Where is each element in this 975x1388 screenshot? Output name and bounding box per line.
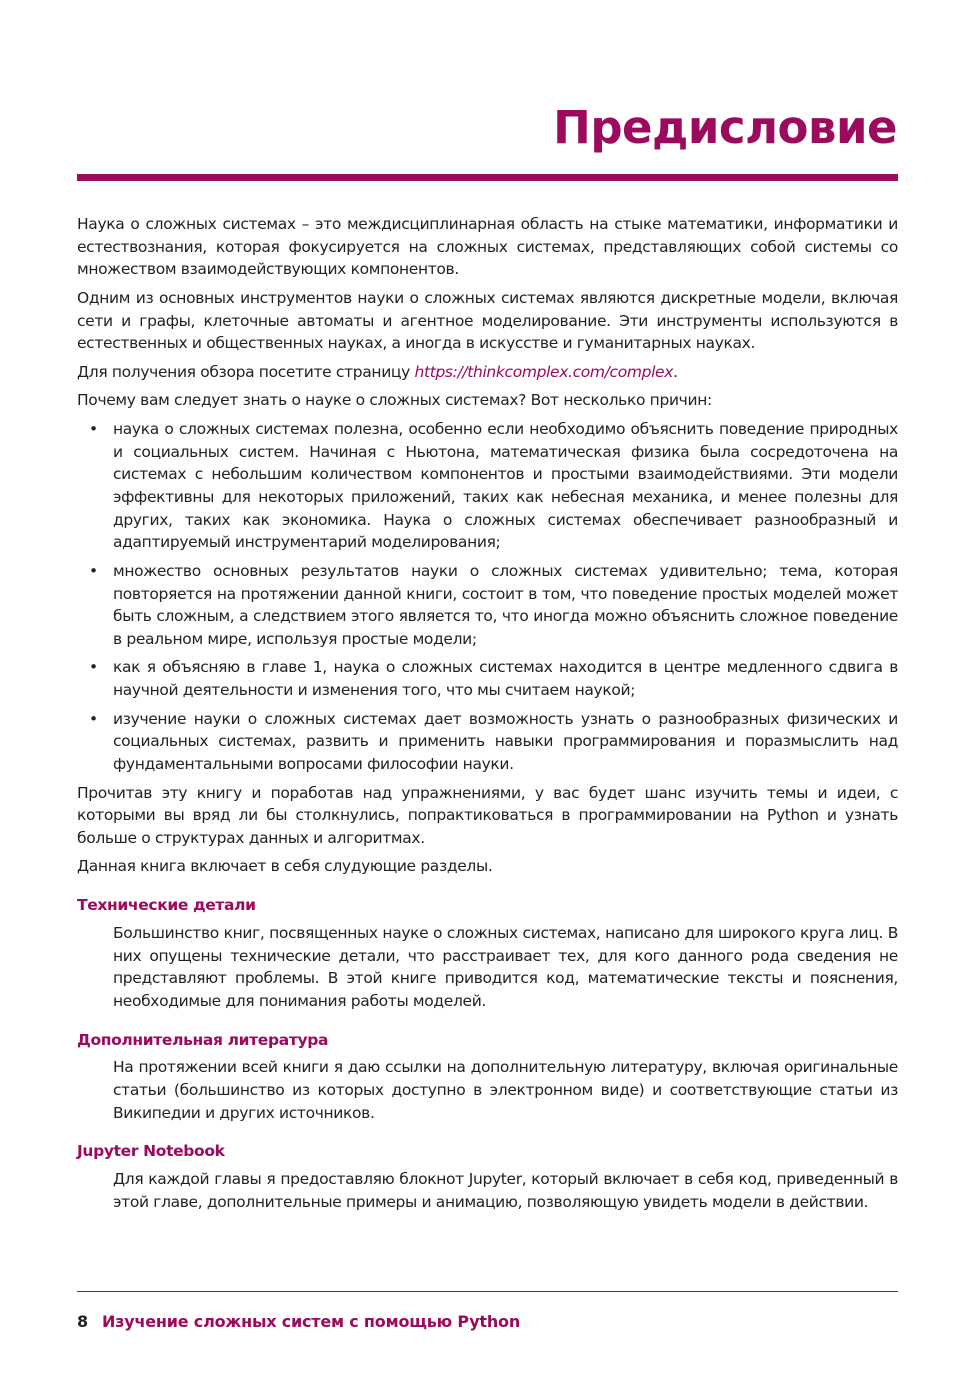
section-heading-jupyter-notebook: Jupyter Notebook — [77, 1142, 225, 1161]
section-body-jupyter-notebook: Для каждой главы я предоставляю блокнот Jupyter, который включает в себя код, приведенный в этой главе, дополнительные примеры и анимацию, позволяющую увидеть модели в действии. — [113, 1170, 898, 1211]
reasons-list — [77, 418, 898, 776]
list-item — [89, 656, 898, 701]
book-title: Изучение сложных систем с помощью Python — [101, 1312, 521, 1331]
list-item — [89, 708, 898, 776]
section-heading-further-reading: Дополнительная литература — [77, 1030, 329, 1049]
preface-body — [77, 213, 898, 1219]
list-item-text: изучение науки о сложных системах дает возможность узнать о разнообразных физических и социальных системах, развить и применить навыки программирования и поразмыслить над фундаментальными вопросами философии науки. — [113, 709, 898, 774]
list-item-text: множество основных результатов науки о сложных системах удивительно; тема, которая повторяется на протяжении данной книги, состоит в том, что поведение простых моделей может быть сложным, а следствием этого является то, что иногда можно объяснить сложное поведение в реальном мире, используя простые модели; — [113, 561, 898, 648]
title-divider — [77, 174, 898, 181]
bullet-icon: • — [89, 561, 98, 580]
overview-period: . — [673, 362, 678, 381]
intro-paragraph: Наука о сложных системах – это междисциплинарная область на стыке математики, информатики и естествознания, которая фокусируется на сложных системах, представляющих собой системы со множеством взаимодействующих компонентов. — [77, 215, 898, 279]
reasons-lead: Почему вам следует знать о науке о сложных системах? Вот несколько причин: — [77, 391, 712, 410]
list-item — [89, 418, 898, 554]
page-footer — [77, 1311, 520, 1333]
section-heading-technical-details: Технические детали — [77, 896, 256, 915]
section-body-further-reading: На протяжении всей книги я даю ссылки на дополнительную литературу, включая оригинальные статьи (большинство из которых доступно в электронном виде) и соответствующие статьи из Википедии и других источников. — [113, 1058, 898, 1122]
intro-paragraph: Одним из основных инструментов науки о сложных системах являются дискретные модели, включая сети и графы, клеточные автоматы и агентное моделирование. Эти инструменты используются в естественных и общественных науках, а иногда в искусстве и гуманитарных науках. — [77, 288, 898, 353]
overview-text: Для получения обзора посетите страницу — [77, 362, 415, 381]
thinkcomplex-link[interactable]: https://thinkcomplex.com/complex — [414, 362, 674, 381]
closing-paragraph: Прочитав эту книгу и поработав над упражнениями, у вас будет шанс изучить темы и идеи, с которыми вы вряд ли бы столкнулись, попрактиковаться в программировании на Python и узнать больше о структурах данных и алгоритмах. — [77, 783, 898, 847]
bullet-icon: • — [89, 709, 98, 728]
list-item-text: наука о сложных системах полезна, особенно если необходимо объяснить поведение природных и социальных систем. Начиная с Ньютона, математическая физика была сосредоточена на системах с небольшим количеством компонентов и простыми взаимодействиями. Эти модели эффективны для некоторых приложений, таких как небесная механика, и менее полезны для других, таких как экономика. Наука о сложных системах обеспечивает разнообразный и адаптируемый инструментарий моделирования; — [113, 419, 898, 552]
list-item-text: как я объясняю в главе 1, наука о сложных системах находится в центре медленного сдвига в научной деятельности и изменения того, что мы считаем наукой; — [113, 658, 898, 700]
footer-divider — [77, 1291, 898, 1292]
section-body-technical-details: Большинство книг, посвященных науке о сложных системах, написано для широкого круга лиц. В них опущены технические детали, что расстраивает тех, для кого данного рода сведения не представляют проблемы. В этой книге приводится код, математические тексты и пояснения, необходимые для понимания работы моделей. — [113, 923, 898, 1010]
page-number: 8 — [77, 1312, 88, 1331]
list-item — [89, 560, 898, 651]
bullet-icon: • — [89, 419, 98, 438]
bullet-icon: • — [89, 658, 98, 677]
overview-paragraph — [77, 361, 898, 384]
page-title: Предисловие — [553, 101, 897, 154]
closing-paragraph: Данная книга включает в себя слудующие разделы. — [77, 857, 493, 876]
